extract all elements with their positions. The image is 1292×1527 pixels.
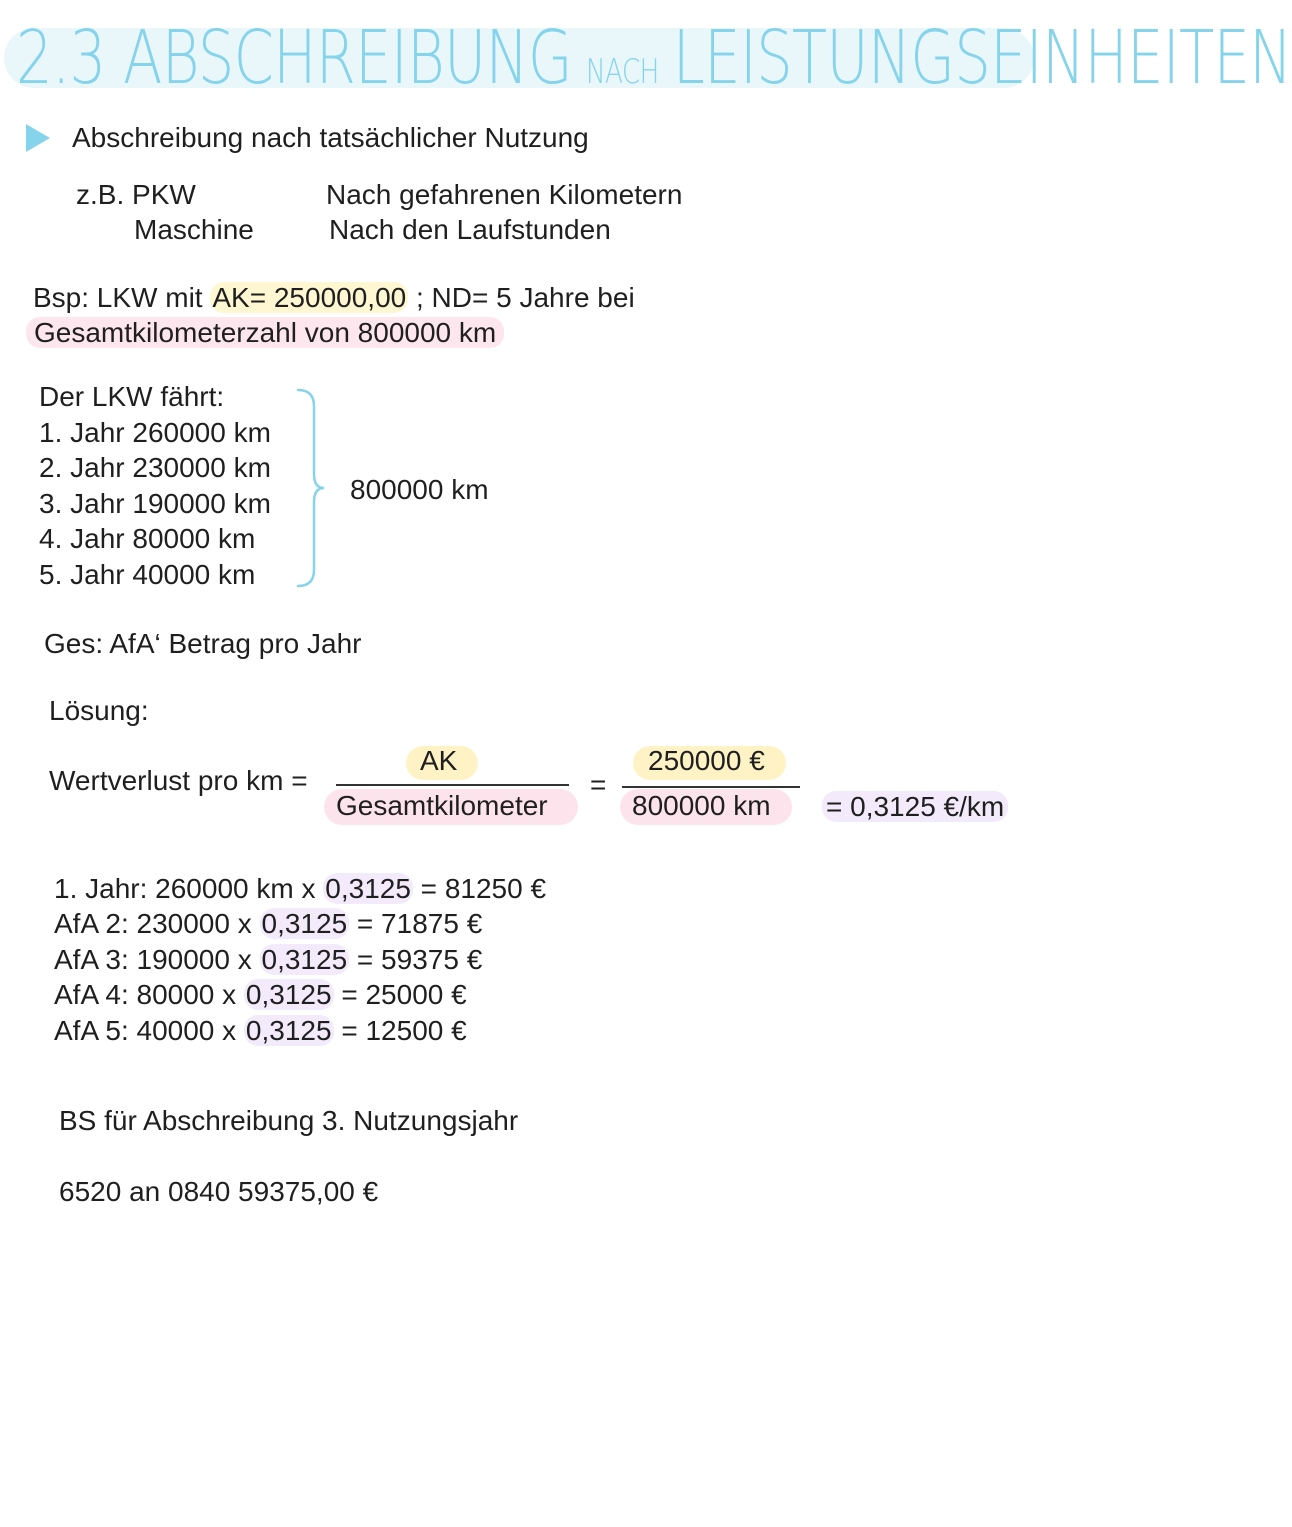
afa-row-pre: AfA 4: 80000 x [54, 979, 244, 1010]
example-label-maschine: Maschine [134, 214, 254, 245]
afa-row-rate: 0,3125 [245, 1015, 332, 1046]
km-year-5: 5. Jahr 40000 km [39, 559, 256, 590]
title-part-2: NACH [585, 52, 659, 92]
afa-row [54, 943, 482, 977]
example-line-2 [26, 316, 504, 350]
km-header: Der LKW fährt: [39, 381, 225, 412]
formula-result-value: = 0,3125 €/km [822, 791, 1008, 822]
page-title [16, 15, 1292, 112]
formula-numerator-value: 250000 € [648, 745, 765, 776]
afa-row-pre: 1. Jahr: 260000 km x [54, 873, 324, 904]
afa-row-pre: AfA 3: 190000 x [54, 944, 260, 975]
loesung-label: Lösung: [49, 695, 149, 726]
example-suffix: ; ND= 5 Jahre bei [408, 282, 635, 313]
fraction-line-2 [622, 786, 800, 788]
formula-denominator-gesamtkilometer: Gesamtkilometer [336, 790, 548, 821]
bs-heading: BS für Abschreibung 3. Nutzungsjahr [59, 1105, 519, 1136]
example-total-km: Gesamtkilometerzahl von 800000 km [26, 317, 504, 348]
afa-row-post: = 71875 € [349, 908, 483, 939]
km-year-4: 4. Jahr 80000 km [39, 523, 256, 554]
formula-lhs: Wertverlust pro km = [49, 765, 308, 796]
km-total: 800000 km [350, 474, 489, 505]
example-line-1 [33, 281, 635, 315]
afa-row-post: = 25000 € [333, 979, 467, 1010]
bs-entry: 6520 an 0840 59375,00 € [59, 1176, 379, 1207]
fraction-line-1 [336, 784, 569, 786]
formula-result [822, 790, 1008, 824]
afa-row-post: = 59375 € [349, 944, 483, 975]
title-part-1: 2.3 ABSCHREIBUNG [16, 15, 572, 101]
triangle-arrow-icon [26, 124, 50, 152]
formula-numerator-ak: AK [420, 745, 458, 776]
afa-row-pre: AfA 2: 230000 x [54, 908, 260, 939]
km-year-3: 3. Jahr 190000 km [39, 488, 271, 519]
formula-equals: = [590, 769, 607, 800]
afa-row-rate: 0,3125 [261, 908, 348, 939]
gesucht-text: Ges: AfA‘ Betrag pro Jahr [44, 628, 362, 659]
afa-row [54, 907, 482, 941]
example-desc-pkw: Nach gefahrenen Kilometern [326, 179, 683, 210]
afa-row-rate: 0,3125 [245, 979, 332, 1010]
afa-row [54, 872, 546, 906]
afa-row-rate: 0,3125 [261, 944, 348, 975]
example-label-pkw: z.B. PKW [76, 179, 196, 210]
afa-row-post: = 12500 € [333, 1015, 467, 1046]
afa-row [54, 1014, 467, 1048]
afa-row [54, 978, 467, 1012]
formula-denominator-value: 800000 km [632, 790, 771, 821]
afa-row-rate: 0,3125 [325, 873, 411, 904]
example-prefix: Bsp: LKW mit [33, 282, 211, 313]
km-year-1: 1. Jahr 260000 km [39, 417, 271, 448]
km-year-2: 2. Jahr 230000 km [39, 452, 271, 483]
example-desc-maschine: Nach den Laufstunden [329, 214, 611, 245]
example-ak: AK= 250000,00 [212, 282, 407, 313]
intro-text: Abschreibung nach tatsächlicher Nutzung [72, 122, 589, 153]
afa-row-pre: AfA 5: 40000 x [54, 1015, 244, 1046]
title-part-3: LEISTUNGSEINHEITEN [672, 15, 1292, 101]
curly-brace-icon [290, 386, 330, 590]
afa-row-post: = 81250 € [412, 873, 547, 904]
